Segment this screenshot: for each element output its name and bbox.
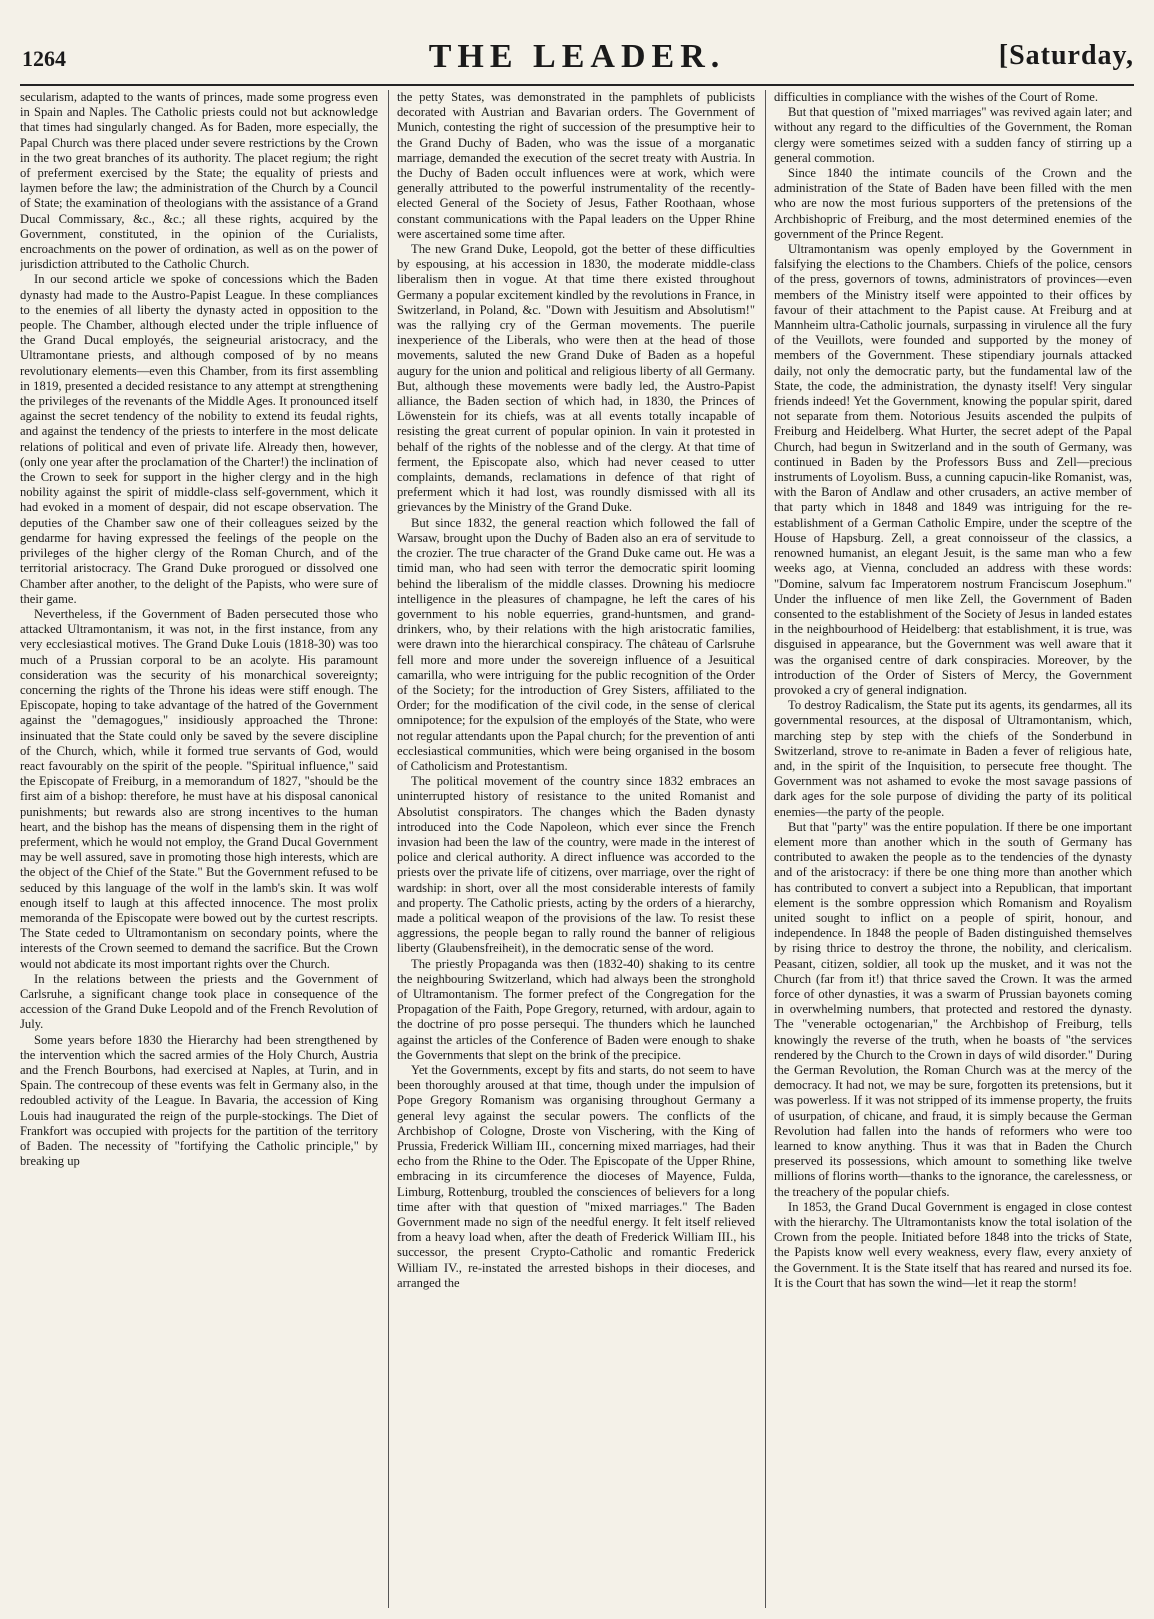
page-number: 1264	[22, 46, 66, 71]
paragraph: In 1853, the Grand Ducal Government is engaged in close contest with the hierarchy. The Ultramontanists know the total isolation of the Crown from the people. Initiated before 1848 into the tricks of State, the Papists know well every weakness, every flaw, every anxiety of the Government. It is the State itself that has reared and nursed its foe. It is the Court that has sown the wind—let it reap the storm!	[774, 1199, 1132, 1290]
column-divider	[388, 90, 389, 1608]
paragraph: In our second article we spoke of concessions which the Baden dynasty had made to the Austro-Papist League. In these compliances to the enemies of all liberty the dynasty acted in opposition to the people. The Chamber, although elected under the triple influence of the Grand Ducal employés, the seigneurial aristocracy, and the Ultramontane priests, and although composed of by no means revolutionary elements—even this Chamber, from its first assembling in 1819, presented a decided resistance to any attempt at strengthening the privileges of the revenants of the Middle Ages. It pronounced itself against the secret tendency of the nobility to extend its feudal rights, and against the tendency of the priests to interfere in the most delicate relations of political and even of private life. Already then, however, (only one year after the proclamation of the Charter!) the inclination of the Crown to seek for support in the higher clergy and in the high nobility against the spirit of middle-class self-government, which it had evoked in a moment of despair, did not escape observation. The deputies of the Chamber saw one of their colleagues seized by the gendarme for having expressed the feelings of the people on the privileges of the higher clergy of the Roman Church, and of the territorial aristocracy. The Grand Duke prorogued or dissolved one Chamber after another, to the delight of the Papists, who were sure of their game.	[20, 272, 378, 606]
header-rule	[20, 84, 1134, 86]
article-columns	[20, 90, 1134, 1608]
paragraph: But since 1832, the general reaction which followed the fall of Warsaw, brought upon the Duchy of Baden also an era of servitude to the crozier. The true character of the Grand Duke came out. He was a timid man, who had seen with terror the democratic spirit looming behind the liberalism of the middle classes. Drowning his mediocre intelligence in the pleasures of champagne, he left the cares of his government to his noble equerries, grand-huntsmen, and grand-drinkers, who, by their relations with the high aristocratic families, were drawn into the hierarchical conspiracy. The château of Carlsruhe fell more and more under the sovereign influence of a Jesuitical camarilla, who were intriguing for the public recognition of the Order of the Society; for the introduction of Grey Sisters, affiliated to the Order; for the modification of the civil code, in the sense of clerical omnipotence; for the expulsion of the employés of the State, who were not regular attendants upon the Papal church; for the prevention of anti ecclesiastical communities, which were being organised in the bosom of Catholicism and Protestantism.	[397, 515, 755, 773]
masthead	[20, 18, 1134, 76]
paragraph: But that question of "mixed marriages" was revived again later; and without any regard to the difficulties of the Government, the Roman clergy were sometimes seized with a sudden fancy of stirring up a general commotion.	[774, 105, 1132, 165]
paragraph: The priestly Propaganda was then (1832-40) shaking to its centre the neighbouring Switzerland, which had always been the stronghold of Ultramontanism. The former prefect of the Congregation for the Propagation of the Faith, Pope Gregory, returned, with ardour, again to the doctrine of pro posse persequi. The thunders which he launched against the articles of the Conference of Baden were enough to shake the Governments that slept on the brink of the precipice.	[397, 956, 755, 1062]
paragraph: To destroy Radicalism, the State put its agents, its gendarmes, all its governmental resources, at the disposal of Ultramontanism, which, marching step by step with the chiefs of the Sonderbund in Switzerland, strove to re-animate in Baden a fever of religious hate, and, in the spirit of the Inquisition, to persecute free thought. The Government was not ashamed to evoke the most savage passions of dark ages for the sole purpose of dividing the party of its political enemies—the party of the people.	[774, 698, 1132, 819]
paragraph: Ultramontanism was openly employed by the Government in falsifying the elections to the Chambers. Chiefs of the police, censors of the press, governors of towns, administrators of provinces—even members of the Ministry itself were appointed to their offices by favour of their attachment to the Papist cause. At Freiburg and at Mannheim ultra-Catholic journals, surpassing in virulence all the fury of the Veuillots, were founded and supported by the money of members of the Government. These stipendiary journals attacked daily, not only the democratic party, but the fundamental law of the State, the code, the administration, the dynasty itself! Very singular friends indeed! Yet the Government, knowing the popular spirit, dared not separate from them. Notorious Jesuits ascended the pulpits of Freiburg and Heidelberg. What Hurter, the secret adept of the Papal Church, had begun in Switzerland and in the south of Germany, was continued in Baden by the Professors Buss and Zell—precious instruments of Loyolism. Buss, a cunning capucin-like Romanist, was, with the Baron of Andlaw and other crusaders, an active member of that party which in 1848 and 1849 was intriguing for the re-establishment of a German Catholic Empire, under the sceptre of the House of Hapsburg. Zell, a great connoisseur of the classics, a renowned humanist, an elegant Jesuit, is the same man who a few weeks ago, at Vienna, concluded an address with these words: "Domine, salvum fac Imperatorem nostrum Franciscum Josephum." Under the influence of men like Zell, the Government of Baden consented to the establishment of the Society of Jesus in landed estates in the neighbourhood of Heidelberg: that establishment, it is true, was disguised in appearance, but the Government was well aware that it was the organised centre of dark conspiracies. Moreover, by the introduction of the Order of Sisters of Mercy, the Government provoked a cry of general indignation.	[774, 242, 1132, 697]
paragraph: Yet the Governments, except by fits and starts, do not seem to have been thoroughly aroused at that time, though under the impulsion of Pope Gregory Romanism was organising throughout Germany a general levy against the secular powers. The conflicts of the Archbishop of Cologne, Droste von Vischering, with the King of Prussia, Frederick William III., concerning mixed marriages, had their echo from the Rhine to the Oder. The Episcopate of the Upper Rhine, embracing in its circumference the dioceses of Mayence, Fulda, Limburg, Rottenburg, troubled the consciences of believers for a long time after with that question of "mixed marriages." The Baden Government made no sign of the needful energy. It felt itself relieved from a heavy load when, after the death of Frederick William III., his successor, the present Crypto-Catholic and romantic Frederick William IV., re-instated the arrested bishops in their dioceses, and arranged the	[397, 1063, 755, 1290]
column-divider	[765, 90, 766, 1608]
paragraph: The political movement of the country since 1832 embraces an uninterrupted history of resistance to the united Romanist and Absolutist conspirators. The changes which the Baden dynasty introduced into the Code Napoleon, which ever since the French invasion had been the law of the country, were made in the interest of police and clerical authority. A direct influence was accorded to the priests over the private life of citizens, over marriage, over the right of wardship: in short, over all the most considerable interests of family and property. The Catholic priests, acting by the orders of a hierarchy, made a political weapon of the provisions of the law. To resist these aggressions, the people began to rally round the banner of religious liberty (Glaubensfreiheit), in the democratic sense of the word.	[397, 774, 755, 956]
newspaper-page	[20, 18, 1134, 1608]
paragraph: The new Grand Duke, Leopold, got the better of these difficulties by espousing, at his accession in 1830, the moderate middle-class liberalism then in vogue. At that time there existed throughout Germany a popular excitement kindled by the revolutions in France, in Switzerland, in Poland, &c. "Down with Jesuitism and Absolutism!" was the rallying cry of the German movements. The puerile inexperience of the Liberals, who were then at the head of those movements, saluted the new Grand Duke of Baden as a hopeful augury for the union and political and religious liberty of all Germany. But, although these movements were badly led, the Austro-Papist alliance, the Baden section of which had, in 1830, the Princes of Löwenstein for its chiefs, was at all events totally incapable of resisting the great current of popular opinion. In vain it protested in behalf of the rights of the noblesse and of the clergy. At that time of ferment, the Episcopate also, which had never ceased to utter complaints, demands, reclamations in defence of that right of preferment which it had lost, was roundly dismissed with all its grievances by the Ministry of the Grand Duke.	[397, 242, 755, 515]
publication-title: THE LEADER.	[428, 38, 726, 75]
paragraph: Since 1840 the intimate councils of the Crown and the administration of the State of Baden have been filled with the men who are now the most furious supporters of the pretensions of the Archbishopric of Freiburg, and the most determined enemies of the government of the Prince Regent.	[774, 166, 1132, 241]
paragraph: Some years before 1830 the Hierarchy had been strengthened by the intervention which the sacred armies of the Holy Church, Austria and the French Bourbons, had exercised at Naples, at Turin, and in Spain. The contrecoup of these events was felt in Germany also, in the redoubled activity of the League. In Bavaria, the accession of King Louis had inaugurated the reign of the purple-stockings. The Diet of Frankfort was occupied with projects for the partition of the territory of Baden. The necessity of "fortifying the Catholic principle," by breaking up	[20, 1032, 378, 1169]
column-2	[397, 90, 755, 1608]
paragraph: the petty States, was demonstrated in the pamphlets of publicists decorated with Austrian and Bavarian orders. The Government of Munich, contesting the right of succession of the presumptive heir to the Grand Duchy of Baden, who was the issue of a morganatic marriage, demanded the execution of the secret treaty with Austria. In the Duchy of Baden occult influences were at work, which were generally attributed to the powerful instrumentality of the recently-elected General of the Society of Jesus, Father Roothaan, whose constant communications with the Papal leaders on the Upper Rhine were ascertained some time after.	[397, 90, 755, 241]
issue-day: [Saturday,	[998, 40, 1134, 71]
paragraph: difficulties in compliance with the wishes of the Court of Rome.	[774, 90, 1098, 104]
paragraph: In the relations between the priests and the Government of Carlsruhe, a significant change took place in consequence of the accession of the Grand Duke Leopold and of the French Revolution of July.	[20, 971, 378, 1032]
paragraph: Nevertheless, if the Government of Baden persecuted those who attacked Ultramontanism, it was not, in the first instance, from any very ecclesiastical motives. The Grand Duke Louis (1818-30) was too much of a Prussian corporal to be an acolyte. His paramount consideration was the security of his monarchical sovereignty; concerning the rights of the Throne his ideas were stiff enough. The Episcopate, hoping to take advantage of the hatred of the Government against the "demagogues," insidiously approached the Throne: insinuated that the State could only be saved by the severe discipline of the Church, which, while it formed true servants of God, would react favourably on the spirit of the people. "Spiritual influence," said the Episcopate of Freiburg, in a memorandum of 1827, "should be the first aim of a bishop: therefore, he must have at his disposal canonical punishments; but rewards also are strong incentives to the human heart, and the bishop has the means of dispensing them in the right of preferment, which he would not employ, the Grand Ducal Government may be well assured, save in promoting those high interests, which are the object of the Chief of the State." But the Government refused to be seduced by this language of the wolf in the lamb's skin. It was wolf enough itself to laugh at this affected innocence. The most prolix memoranda of the Episcopate were bowed out by the curtest rescripts. The State ceded to Ultramontanism on secondary points, where the interests of the Crown seemed to demand the sacrifice. But the Crown would not abdicate its most important rights over the Church.	[20, 606, 378, 971]
paragraph: secularism, adapted to the wants of princes, made some progress even in Spain and Naples. The Catholic priests could not but acknowledge that times had singularly changed. As for Baden, more especially, the Papal Church was there placed under severe restrictions by the Crown in the two great branches of its authority. The placet regium; the right of preferment exercised by the State; the equality of priests and laymen before the law; the administration of the Church by a Council of State; the examination of theologians with the assistance of a Grand Ducal Commissary, &c., &c.; all these rights, acquired by the Government, constituted, in the opinion of the Curialists, encroachments on the power of ordination, as well as on the power of jurisdiction attributed to the Catholic Church.	[20, 90, 378, 272]
column-1	[20, 90, 378, 1608]
paragraph: But that "party" was the entire population. If there be one important element more than another which in the south of Germany has contributed to awaken the people as to the tendencies of the dynasty and of the aristocracy: if there be one thing more than another which has contributed to convert a subject into a Republican, that important element is the sombre oppression which Romanism and Royalism united sought to inflict on a people of spirit, honour, and independence. In 1848 the people of Baden distinguished themselves by rising thrice to destroy the throne, the nobility, and clericalism. Peasant, citizen, soldier, all took up the musket, and it was not the Church (far from it!) that thrice saved the Crown. It was the armed force of other dynasties, it was a swarm of Prussian bayonets coming in overwhelming numbers, that protected and restored the dynasty. The "venerable octogenarian," the Archbishop of Freiburg, tells knowingly the reverse of the truth, when he boasts of "the services rendered by the Church to the Crown in days of wild disorder." During the German Revolution, the Roman Church was at the mercy of the democracy. It had not, we may be sure, forgotten its pretensions, but it was powerless. If it was not stripped of its immense property, the fruits of usurpation, of chicane, and fraud, it is simply because the German Revolution had fallen into the hands of reformers who were too learned to know anything. Thus it was that in Baden the Church preserved its possessions, which amount to something like twelve millions of florins worth—thanks to the ignorance, the carelessness, or the treachery of the popular chiefs.	[774, 819, 1132, 1199]
column-3	[774, 90, 1132, 1608]
